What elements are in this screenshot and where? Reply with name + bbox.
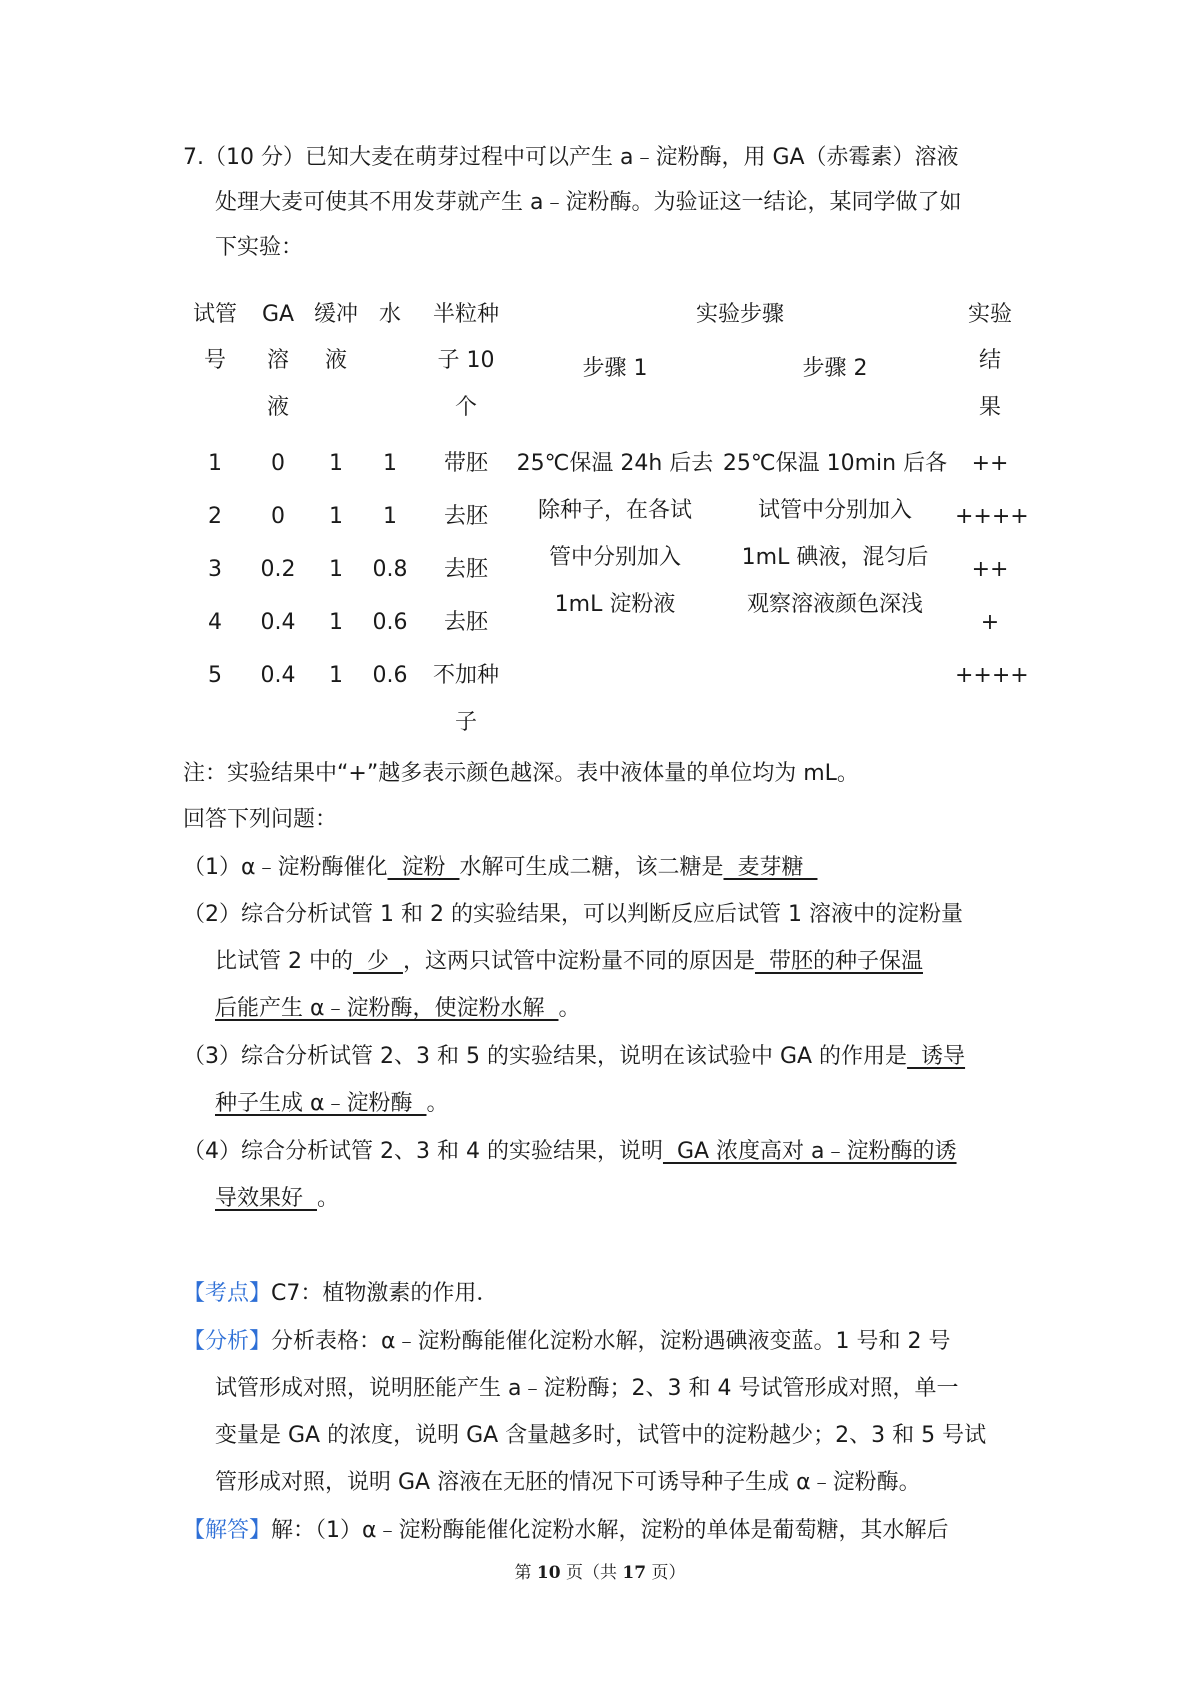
cell-ga: 0.2 bbox=[260, 557, 296, 582]
sub-question-2-line-1: （2）综合分析试管 1 和 2 的实验结果，可以判断反应后试管 1 溶液中的淀粉量 bbox=[183, 902, 963, 927]
header-result-1: 实验 bbox=[967, 302, 1012, 327]
jieda-text: 解：（1）α﹣淀粉酶能催化淀粉水解，淀粉的单体是葡萄糖，其水解后 bbox=[271, 1518, 949, 1543]
sub-question-3-line-1 bbox=[183, 1040, 965, 1074]
kaodian-section bbox=[183, 1277, 498, 1311]
header-ga-1: GA bbox=[261, 302, 295, 327]
header-seed-2: 子 10 bbox=[437, 348, 495, 373]
q1-text: （1）α﹣淀粉酶催化 bbox=[183, 855, 388, 880]
cell-tube: 2 bbox=[208, 504, 222, 529]
sub-question-3-line-2 bbox=[215, 1087, 449, 1121]
kaodian-text: C7：植物激素的作用． bbox=[271, 1281, 499, 1306]
cell-seed-continued: 子 bbox=[454, 710, 477, 735]
page-total: 17 bbox=[622, 1563, 647, 1583]
q2-text-2: ，这两只试管中淀粉量不同的原因是 bbox=[402, 949, 755, 974]
step1-line: 25℃保温 24h 后去 bbox=[516, 451, 714, 476]
q2-answer-1: 少 bbox=[352, 949, 403, 974]
question-line-3: 下实验： bbox=[215, 235, 304, 260]
cell-ga: 0.4 bbox=[260, 663, 296, 688]
question-line-1: 7.（10 分）已知大麦在萌芽过程中可以产生 a﹣淀粉酶，用 GA（赤霉素）溶液 bbox=[183, 145, 959, 170]
jieda-tag: 【解答】 bbox=[183, 1518, 272, 1543]
fenxi-tag: 【分析】 bbox=[183, 1329, 272, 1354]
cell-result: ++++ bbox=[955, 663, 1029, 688]
q2-answer-2: 带胚的种子保温 bbox=[754, 949, 923, 974]
fenxi-line-3: 变量是 GA 的浓度，说明 GA 含量越多时，试管中的淀粉越少；2、3 和 5 号试 bbox=[215, 1423, 987, 1448]
answer-prompt: 回答下列问题： bbox=[183, 807, 338, 832]
step2-line: 观察溶液颜色深浅 bbox=[746, 592, 923, 617]
fenxi-text: 分析表格：α﹣淀粉酶能催化淀粉水解，淀粉遇碘液变蓝。1 号和 2 号 bbox=[271, 1329, 951, 1354]
header-seed-3: 个 bbox=[454, 395, 477, 420]
header-water: 水 bbox=[378, 302, 401, 327]
cell-seed: 不加种 bbox=[432, 663, 499, 688]
question-line-2: 处理大麦可使其不用发芽就产生 a﹣淀粉酶。为验证这一结论，某同学做了如 bbox=[215, 190, 962, 215]
cell-ga: 0 bbox=[271, 451, 285, 476]
q3-period: 。 bbox=[426, 1091, 449, 1116]
cell-tube: 1 bbox=[208, 451, 222, 476]
cell-water: 0.6 bbox=[372, 663, 408, 688]
sub-question-1 bbox=[183, 851, 817, 885]
sub-question-4-line-1 bbox=[183, 1135, 957, 1169]
header-buffer-1: 缓冲 bbox=[313, 302, 358, 327]
cell-result: ++ bbox=[971, 451, 1009, 476]
footer-text: 页（共 bbox=[560, 1563, 623, 1583]
step2-line: 25℃保温 10min 后各 bbox=[722, 451, 948, 476]
q1-answer-1: 淀粉 bbox=[387, 855, 460, 880]
cell-water: 0.8 bbox=[372, 557, 408, 582]
header-steps: 实验步骤 bbox=[695, 302, 784, 327]
jieda-line-1 bbox=[183, 1514, 949, 1548]
cell-result: ++ bbox=[971, 557, 1009, 582]
footer-text: 第 bbox=[514, 1563, 537, 1583]
cell-buffer: 1 bbox=[329, 610, 343, 635]
cell-tube: 4 bbox=[208, 610, 222, 635]
q2-answer-2-cont: 后能产生 α﹣淀粉酶，使淀粉水解 bbox=[215, 996, 559, 1021]
header-tube-2: 号 bbox=[203, 348, 226, 373]
q4-answer: GA 浓度高对 a﹣淀粉酶的诱 bbox=[662, 1139, 957, 1164]
fenxi-line-1 bbox=[183, 1325, 951, 1359]
cell-tube: 5 bbox=[208, 663, 222, 688]
kaodian-tag: 【考点】 bbox=[183, 1281, 272, 1306]
header-step1: 步骤 1 bbox=[582, 356, 648, 381]
q1-answer-2: 麦芽糖 bbox=[723, 855, 818, 880]
sub-question-2-line-2 bbox=[215, 945, 923, 979]
q4-text: （4）综合分析试管 2、3 和 4 的实验结果，说明 bbox=[183, 1139, 663, 1164]
cell-seed: 去胚 bbox=[443, 610, 488, 635]
cell-seed: 去胚 bbox=[443, 504, 488, 529]
q3-answer: 诱导 bbox=[907, 1044, 966, 1069]
cell-seed: 带胚 bbox=[443, 451, 488, 476]
cell-buffer: 1 bbox=[329, 557, 343, 582]
q4-answer-cont: 导效果好 bbox=[215, 1186, 317, 1211]
q1-text-2: 水解可生成二糖，该二糖是 bbox=[459, 855, 724, 880]
cell-ga: 0.4 bbox=[260, 610, 296, 635]
cell-water: 1 bbox=[383, 451, 397, 476]
header-ga-3: 液 bbox=[266, 395, 289, 420]
step1-line: 1mL 淀粉液 bbox=[554, 592, 676, 617]
header-seed-1: 半粒种 bbox=[432, 302, 499, 327]
cell-ga: 0 bbox=[271, 504, 285, 529]
step1-line: 管中分别加入 bbox=[548, 545, 681, 570]
q2-period: 。 bbox=[558, 996, 581, 1021]
footer-text: 页） bbox=[646, 1563, 686, 1583]
q4-period: 。 bbox=[317, 1186, 340, 1211]
cell-seed: 去胚 bbox=[443, 557, 488, 582]
q3-answer-cont: 种子生成 α﹣淀粉酶 bbox=[215, 1091, 427, 1116]
header-ga-2: 溶 bbox=[266, 348, 289, 373]
header-step2: 步骤 2 bbox=[802, 356, 868, 381]
cell-water: 0.6 bbox=[372, 610, 408, 635]
cell-result: ++++ bbox=[955, 504, 1029, 529]
header-result-2: 结 bbox=[978, 348, 1001, 373]
fenxi-line-2: 试管形成对照，说明胚能产生 a﹣淀粉酶；2、3 和 4 号试管形成对照，单一 bbox=[215, 1376, 959, 1401]
cell-water: 1 bbox=[383, 504, 397, 529]
sub-question-2-line-3 bbox=[215, 992, 581, 1026]
step2-line: 1mL 碘液，混匀后 bbox=[741, 545, 929, 570]
cell-result: + bbox=[980, 610, 1000, 635]
cell-buffer: 1 bbox=[329, 451, 343, 476]
step1-line: 除种子，在各试 bbox=[537, 498, 692, 523]
page-number: 10 bbox=[536, 1563, 561, 1583]
table-note: 注：实验结果中“+”越多表示颜色越深。表中液体量的单位均为 mL。 bbox=[183, 761, 859, 786]
cell-buffer: 1 bbox=[329, 504, 343, 529]
sub-question-4-line-2 bbox=[215, 1182, 339, 1216]
header-buffer-2: 液 bbox=[324, 348, 347, 373]
header-result-3: 果 bbox=[978, 395, 1001, 420]
cell-tube: 3 bbox=[208, 557, 222, 582]
q2-text: 比试管 2 中的 bbox=[215, 949, 353, 974]
header-tube-1: 试管 bbox=[192, 302, 237, 327]
q3-text: （3）综合分析试管 2、3 和 5 的实验结果，说明在该试验中 GA 的作用是 bbox=[183, 1044, 908, 1069]
page-footer bbox=[0, 1562, 1200, 1584]
step2-line: 试管中分别加入 bbox=[757, 498, 912, 523]
cell-buffer: 1 bbox=[329, 663, 343, 688]
fenxi-line-4: 管形成对照，说明 GA 溶液在无胚的情况下可诱导种子生成 α﹣淀粉酶。 bbox=[215, 1470, 921, 1495]
